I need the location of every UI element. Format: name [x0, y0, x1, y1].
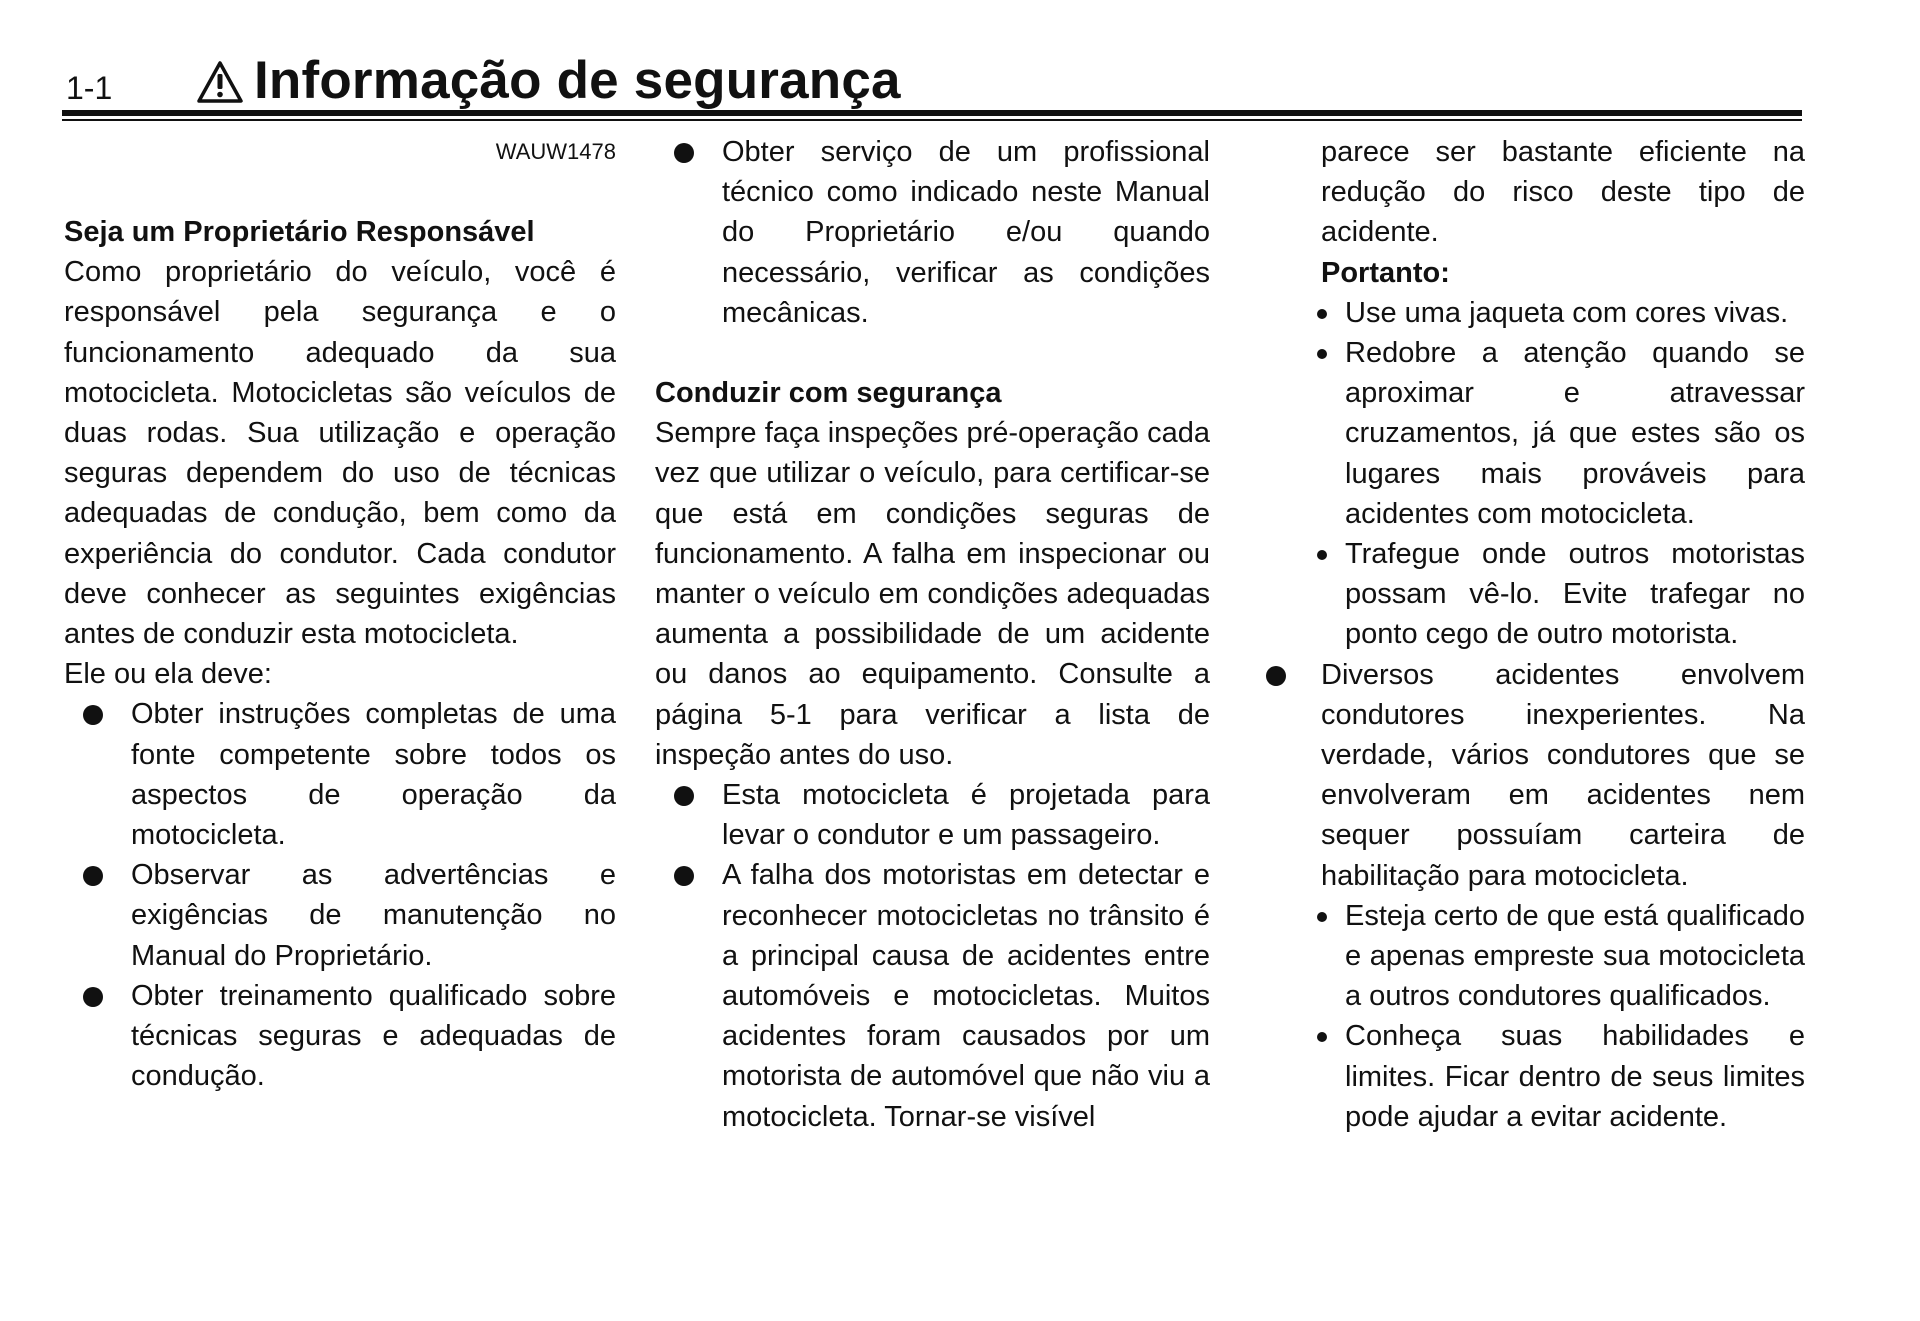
list-item — [655, 132, 1210, 333]
header-rule-thick — [62, 110, 1802, 116]
bullet-list-riding — [655, 775, 1210, 1137]
bullet-list-service — [655, 132, 1210, 333]
sub-bullet-list-qualified — [1311, 896, 1805, 1137]
bullet-dot-icon — [83, 987, 103, 1007]
bullet-dot-icon — [674, 786, 694, 806]
list-item — [64, 694, 616, 855]
list-item-text: Observar as advertências e exigências de manutenção no Manual do Proprietário. — [131, 859, 616, 972]
list-item — [1311, 1016, 1805, 1137]
paragraph-safe-riding: Sempre faça inspeções pré-operação cada vez que utilizar o veículo, para certificar-se que está em condições seguras de funcionamento. A falha em inspecionar ou manter o veículo em condições adequadas aumenta a possibilidade de um acidente ou danos ao equipamento. Consulte a página 5-1 para verificar a lista de inspeção antes do uso. — [655, 417, 1210, 771]
list-item-text: Redobre a atenção quando se aproximar e atravessar cruzamentos, já que estes são os lugares mais prováveis para acidentes com motocicleta. — [1345, 337, 1805, 530]
list-item — [64, 855, 616, 976]
list-item-text: Obter serviço de um profissional técnico como indicado neste Manual do Proprietário e/ou quando necessário, verificar as condições mecânicas. — [722, 136, 1210, 329]
list-item-text: Obter instruções completas de uma fonte competente sobre todos os aspectos de operação da motocicleta. — [131, 698, 616, 852]
column-1 — [64, 132, 616, 1096]
sub-bullet-dot-icon — [1317, 1032, 1327, 1042]
bullet-list-requirements — [64, 694, 616, 1096]
lead-text: Ele ou ela deve: — [64, 658, 272, 691]
list-item — [64, 976, 616, 1097]
list-item — [1311, 293, 1805, 333]
paragraph-responsible-owner: Como proprietário do veículo, você é responsável pela segurança e o funcionamento adequado da sua motocicleta. Motocicletas são veículos de duas rodas. Sua utilização e operação seguras dependem do uso de técnicas adequadas de condução, bem como da experiência do condutor. Cada condutor deve conhecer as seguintes exigências antes de conduzir esta motocicleta. — [64, 256, 616, 651]
list-item — [655, 775, 1210, 855]
section-title-responsible-owner: Seja um Proprietário Responsável — [64, 216, 535, 248]
page-number: 1-1 — [66, 70, 113, 106]
bullet-dot-icon — [83, 866, 103, 886]
bullet-list-inexperienced — [1265, 655, 1805, 896]
bullet-dot-icon — [674, 866, 694, 886]
warning-triangle-icon — [196, 60, 244, 104]
list-item-text: Diversos acidentes envolvem condutores inexperientes. Na verdade, vários condutores que se envolveram em acidentes nem sequer possuíam carteira de habilitação para motocicleta. — [1321, 658, 1805, 892]
sub-bullet-dot-icon — [1317, 550, 1327, 560]
continuation-text: parece ser bastante eficiente na redução do risco deste tipo de acidente. — [1321, 136, 1805, 249]
therefore-label: Portanto: — [1321, 256, 1450, 289]
page-title: Informação de segurança — [254, 51, 901, 110]
list-item-text: A falha dos motoristas em detectar e reconhecer motocicletas no trânsito é a principal causa de acidentes entre automóveis e motocicletas. Muitos acidentes foram causados por um motorista de automóvel que não viu a motocicleta. Tornar-se visível — [722, 859, 1210, 1133]
list-item-text: Trafegue onde outros motoristas possam vê-lo. Evite trafegar no ponto cego de outro motorista. — [1345, 538, 1805, 651]
list-item — [1311, 534, 1805, 655]
section-title-safe-riding: Conduzir com segurança — [655, 377, 1002, 410]
sub-bullet-dot-icon — [1317, 309, 1327, 319]
document-code: WAUW1478 — [495, 139, 616, 164]
list-item — [655, 855, 1210, 1136]
bullet-dot-icon — [83, 705, 103, 725]
sub-bullet-dot-icon — [1317, 349, 1327, 359]
list-item-text: Obter treinamento qualificado sobre técnicas seguras e adequadas de condução. — [131, 979, 616, 1093]
column-2 — [655, 132, 1210, 1137]
list-item-text: Use uma jaqueta com cores vivas. — [1345, 296, 1789, 329]
bullet-dot-icon — [1266, 666, 1286, 686]
header-rule-thin — [62, 119, 1802, 121]
list-item-text: Conheça suas habilidades e limites. Ficar dentro de seus limites pode ajudar a evitar acidente. — [1345, 1020, 1805, 1133]
column-3 — [1265, 132, 1805, 1137]
list-item — [1311, 896, 1805, 1017]
list-item-text: Esta motocicleta é projetada para levar o condutor e um passageiro. — [722, 779, 1210, 852]
sub-bullet-dot-icon — [1317, 912, 1327, 922]
list-item-text: Esteja certo de que está qualificado e apenas empreste sua motocicleta a outros condutores qualificados. — [1345, 899, 1805, 1013]
list-item — [1311, 333, 1805, 534]
bullet-dot-icon — [674, 143, 694, 163]
list-item — [1265, 655, 1805, 896]
sub-bullet-list-visibility — [1311, 293, 1805, 655]
